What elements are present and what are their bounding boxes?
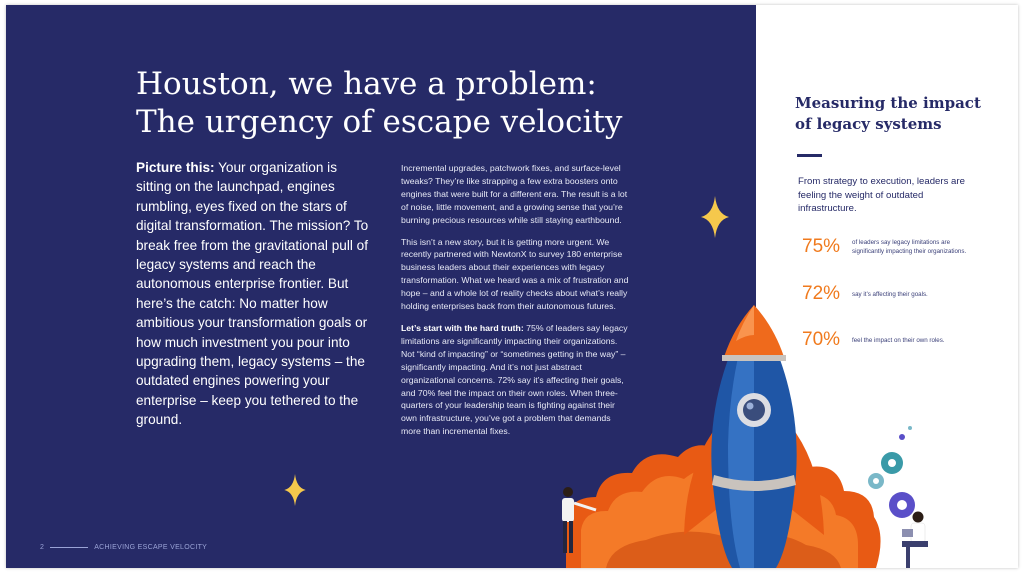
stat-percent: 70% — [802, 329, 841, 350]
stat-description: of leaders say legacy limitations are significantly impacting their organizations. — [852, 239, 967, 255]
body-paragraph: This isn’t a new story, but it is getting more urgent. We recently partnered with NewtonX to survey 180 enterprise business leaders about their experiences with legacy transformation. What we heard was a mix of frustration and hope – and a whole lot of reality checks about what’s really holding enterprises back from their autonomous futures. — [401, 236, 629, 312]
stat-item — [802, 283, 982, 305]
sidebar-title-line: of legacy systems — [795, 115, 942, 133]
sidebar-intro: From strategy to execution, leaders are feeling the weight of outdated infrastructure. — [798, 176, 965, 215]
lead-text: Your organization is sitting on the launchpad, engines rumbling, eyes fixed on the stars of digital transformation. The mission? To break free from the gravitational pull of legacy systems and reach the autonomous enterprise frontier. But here’s the catch: No matter how ambitious your transformation goals or how much investment you pour into upgrading them, legacy systems – the outdated engines powering your enterprise – keep you tethered to the ground. — [136, 160, 369, 428]
stat-description: feel the impact on their own roles. — [852, 336, 945, 344]
stat-percent: 75% — [802, 236, 841, 257]
page-footer — [40, 544, 207, 551]
body-paragraph — [401, 322, 631, 438]
body-bold: Let’s start with the hard truth: — [401, 322, 524, 333]
lead-bold: Picture this: — [136, 160, 215, 175]
sidebar-divider — [797, 154, 822, 157]
page-title — [136, 65, 656, 141]
report-page — [6, 5, 1018, 568]
title-line: Houston, we have a problem: — [136, 66, 597, 102]
footer-label: ACHIEVING ESCAPE VELOCITY — [94, 544, 208, 551]
body-column — [401, 162, 631, 447]
lead-paragraph — [136, 158, 376, 430]
body-paragraph: Incremental upgrades, patchwork fixes, and surface-level tweaks? They’re like strapping a few extra boosters onto engines that were built for a different era. The result is a lot of noise, little movement, and a growing sense that you’re burning precious resources while still staying earthbound. — [401, 163, 628, 225]
sparkle-star-icon — [701, 196, 729, 238]
stat-item — [802, 329, 982, 351]
page-number: 2 — [40, 544, 45, 551]
sidebar-title — [795, 93, 995, 135]
stat-description: say it’s affecting their goals. — [852, 290, 928, 298]
stat-percent: 72% — [802, 283, 841, 304]
footer-divider — [50, 547, 88, 548]
stat-item — [802, 236, 982, 258]
body-text: 75% of leaders say legacy limitations are significantly impacting their organizations. Not “kind of impacting” or “sometimes getting in the way” – significantly impacting. And it’s not just abstract organizational concerns. 72% say it’s affecting their goals, and 70% feel the impact on their own roles. When three-quarters of your leadership team is fighting against their own infrastructure, you’ve got a problem that demands more than incremental fixes. — [401, 322, 628, 437]
sparkle-star-icon — [284, 474, 306, 506]
title-line: The urgency of escape velocity — [136, 104, 623, 140]
sidebar-title-line: Measuring the impact — [795, 94, 981, 112]
